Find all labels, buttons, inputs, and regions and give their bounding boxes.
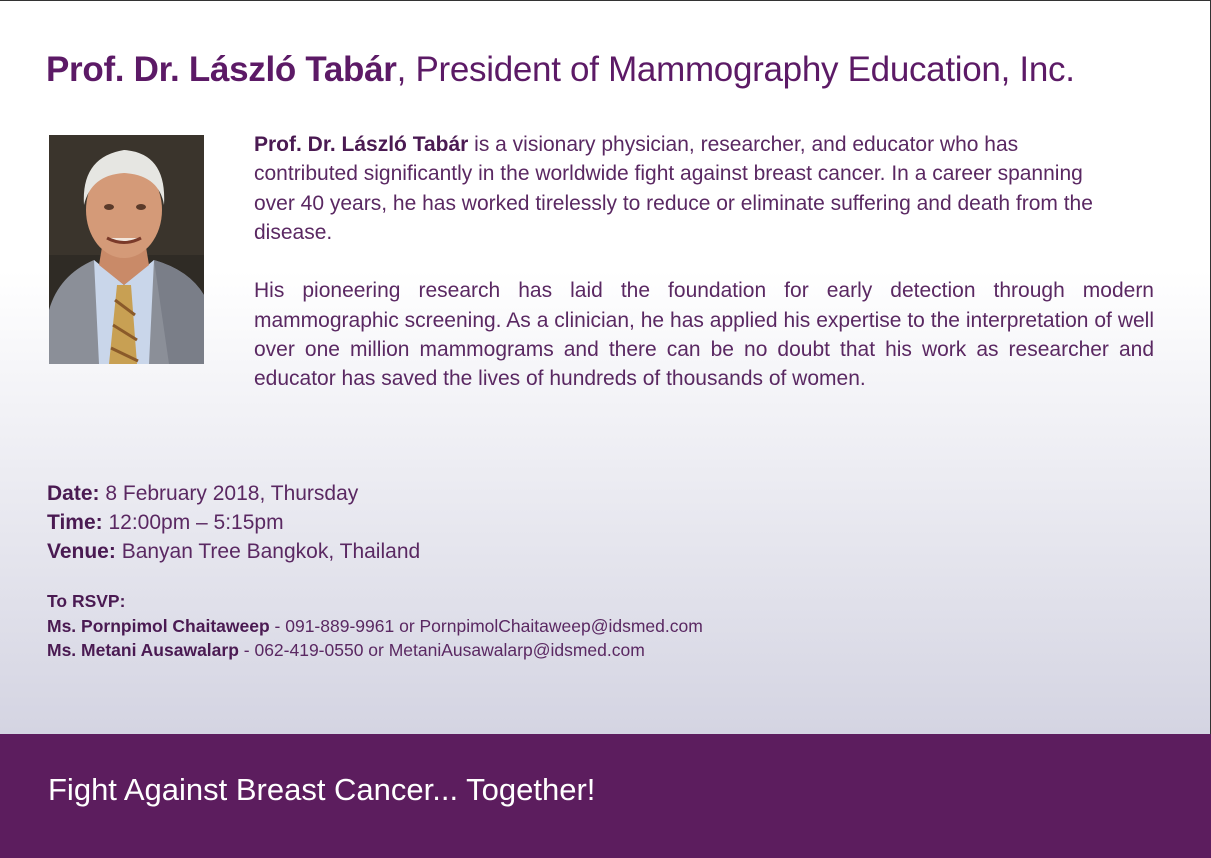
contact-name: Ms. Pornpimol Chaitaweep xyxy=(47,615,270,636)
date-value: 8 February 2018, Thursday xyxy=(99,482,359,505)
rsvp-contact xyxy=(47,638,703,663)
speaker-portrait xyxy=(49,135,204,364)
page-title xyxy=(46,50,1075,90)
bio-paragraph xyxy=(254,130,1094,247)
venue-value: Banyan Tree Bangkok, Thailand xyxy=(115,540,421,563)
top-border xyxy=(0,0,1211,1)
rsvp-heading xyxy=(47,589,703,614)
rsvp-heading-text: To RSVP: xyxy=(47,591,126,611)
contact-details: - 062-419-0550 or MetaniAusawalarp@idsmed.com xyxy=(238,640,645,660)
time-value: 12:00pm – 5:15pm xyxy=(102,511,284,534)
event-details xyxy=(47,479,420,566)
rsvp-section xyxy=(47,589,703,663)
bio-paragraph-research: His pioneering research has laid the foundation for early detection through modern mammographic screening. As a clinician, he has applied his expertise to the interpretation of well over one million mammograms and there can be no doubt that his work as researcher and educator has saved the lives of hundreds of thousands of women. xyxy=(254,279,1154,391)
event-date xyxy=(47,479,420,508)
speaker-name: Prof. Dr. László Tabár xyxy=(46,50,397,89)
contact-details: - 091-889-9961 or PornpimolChaitaweep@idsmed.com xyxy=(269,615,703,636)
event-venue xyxy=(47,537,420,566)
footer-tagline: Fight Against Breast Cancer... Together! xyxy=(48,772,596,807)
bio-text: is a visionary physician, researcher, and educator who has contributed significantly in the worldwide fight against breast cancer. In a career spanning over 40 years, he has worked tirelessly to reduce or eliminate suffering and death from the disease. xyxy=(254,133,1093,244)
bio-speaker-name: Prof. Dr. László Tabár xyxy=(254,133,469,156)
date-label: Date: xyxy=(47,482,100,505)
venue-label: Venue: xyxy=(47,540,116,563)
contact-name: Ms. Metani Ausawalarp xyxy=(47,640,239,660)
event-time xyxy=(47,508,420,537)
rsvp-contact xyxy=(47,614,703,639)
speaker-bio xyxy=(254,130,1154,394)
speaker-role: , President of Mammography Education, Inc. xyxy=(396,50,1075,89)
time-label: Time: xyxy=(47,511,103,534)
